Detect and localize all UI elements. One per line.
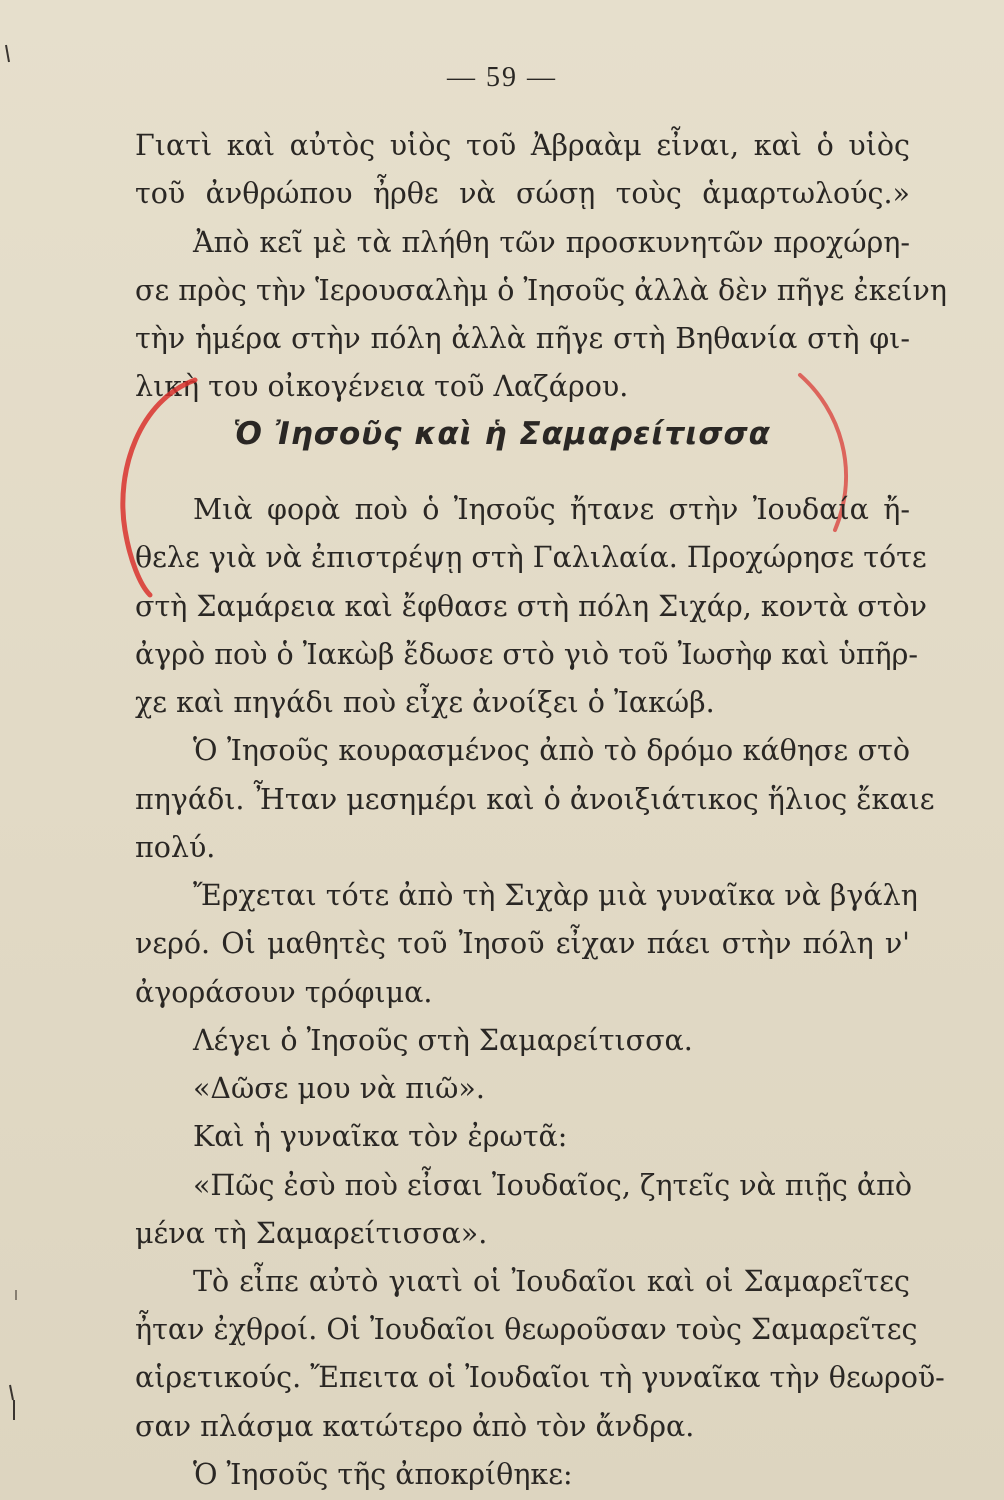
text-line: Λέγει ὁ Ἰησοῦς στὴ Σαμαρείτισσα. (193, 1024, 693, 1057)
binding-edge-marks (0, 0, 30, 1500)
text-line: Ἔρχεται τότε ἀπὸ τὴ Σιχὰρ μιὰ γυναῖκα νὰ βγάλη (193, 879, 918, 912)
text-line: ἀγοράσουν τρόφιμα. (135, 976, 433, 1009)
page-number: — 59 — (447, 62, 557, 93)
text-line: νερό. Οἱ μαθητὲς τοῦ Ἰησοῦ εἶχαν πάει στὴν πόλη ν' (135, 927, 910, 960)
text-line: πολύ. (135, 831, 216, 864)
text-line: Ἀπὸ κεῖ μὲ τὰ πλήθη τῶν προσκυνητῶν προχώρη- (193, 226, 910, 259)
text-line: σαν πλάσμα κατώτερο ἀπὸ τὸν ἄνδρα. (135, 1410, 695, 1443)
text-line: τὴν ἡμέρα στὴν πόλη ἀλλὰ πῆγε στὴ Βηθανία στὴ φι- (135, 322, 910, 355)
text-line: θελε γιὰ νὰ ἐπιστρέψῃ στὴ Γαλιλαία. Προχώρησε τότε (135, 541, 927, 574)
text-line: τοῦ ἀνθρώπου ἦρθε νὰ σώσῃ τοὺς ἁμαρτωλούς.» (135, 177, 910, 210)
text-line: χε καὶ πηγάδι ποὺ εἶχε ἀνοίξει ὁ Ἰακώβ. (135, 686, 715, 719)
text-line: σε πρὸς τὴν Ἱερουσαλὴμ ὁ Ἰησοῦς ἀλλὰ δὲν πῆγε ἐκείνη (135, 274, 947, 307)
text-line: Γιατὶ καὶ αὐτὸς υἱὸς τοῦ Ἀβραὰμ εἶναι, καὶ ὁ υἱὸς (135, 129, 910, 162)
text-line: στὴ Σαμάρεια καὶ ἔφθασε στὴ πόλη Σιχάρ, κοντὰ στὸν (135, 590, 927, 623)
section-heading: Ὁ Ἰησοῦς καὶ ἡ Σαμαρείτισσα (233, 416, 771, 452)
text-line: λικὴ του οἰκογένεια τοῦ Λαζάρου. (135, 370, 629, 403)
text-line: αἱρετικούς. Ἔπειτα οἱ Ἰουδαῖοι τὴ γυναῖκα τὴν θεωροῦ- (135, 1361, 945, 1394)
text-line: Τὸ εἶπε αὐτὸ γιατὶ οἱ Ἰουδαῖοι καὶ οἱ Σαμαρεῖτες (193, 1265, 910, 1298)
text-line: Ὁ Ἰησοῦς τῆς ἀποκρίθηκε: (193, 1458, 573, 1491)
text-line: ἀγρὸ ποὺ ὁ Ἰακὼβ ἔδωσε στὸ γιὸ τοῦ Ἰωσὴφ καὶ ὑπῆρ- (135, 638, 919, 671)
text-line: πηγάδι. Ἦταν μεσημέρι καὶ ὁ ἀνοιξιάτικος ἥλιος ἔκαιε (135, 783, 935, 816)
text-line: «Δῶσε μου νὰ πιῶ». (193, 1072, 485, 1105)
text-line: Καὶ ἡ γυναῖκα τὸν ἐρωτᾶ: (193, 1120, 568, 1153)
text-line: Μιὰ φορὰ ποὺ ὁ Ἰησοῦς ἤτανε στὴν Ἰουδαία ἤ- (193, 493, 910, 526)
text-line: Ὁ Ἰησοῦς κουρασμένος ἀπὸ τὸ δρόμο κάθησε στὸ (193, 734, 910, 767)
text-line: «Πῶς ἐσὺ ποὺ εἶσαι Ἰουδαῖος, ζητεῖς νὰ πιῇς ἀπὸ (193, 1169, 912, 1202)
text-line: μένα τὴ Σαμαρείτισσα». (135, 1217, 488, 1250)
text-line: ἦταν ἐχθροί. Οἱ Ἰουδαῖοι θεωροῦσαν τοὺς Σαμαρεῖτες (135, 1313, 918, 1346)
